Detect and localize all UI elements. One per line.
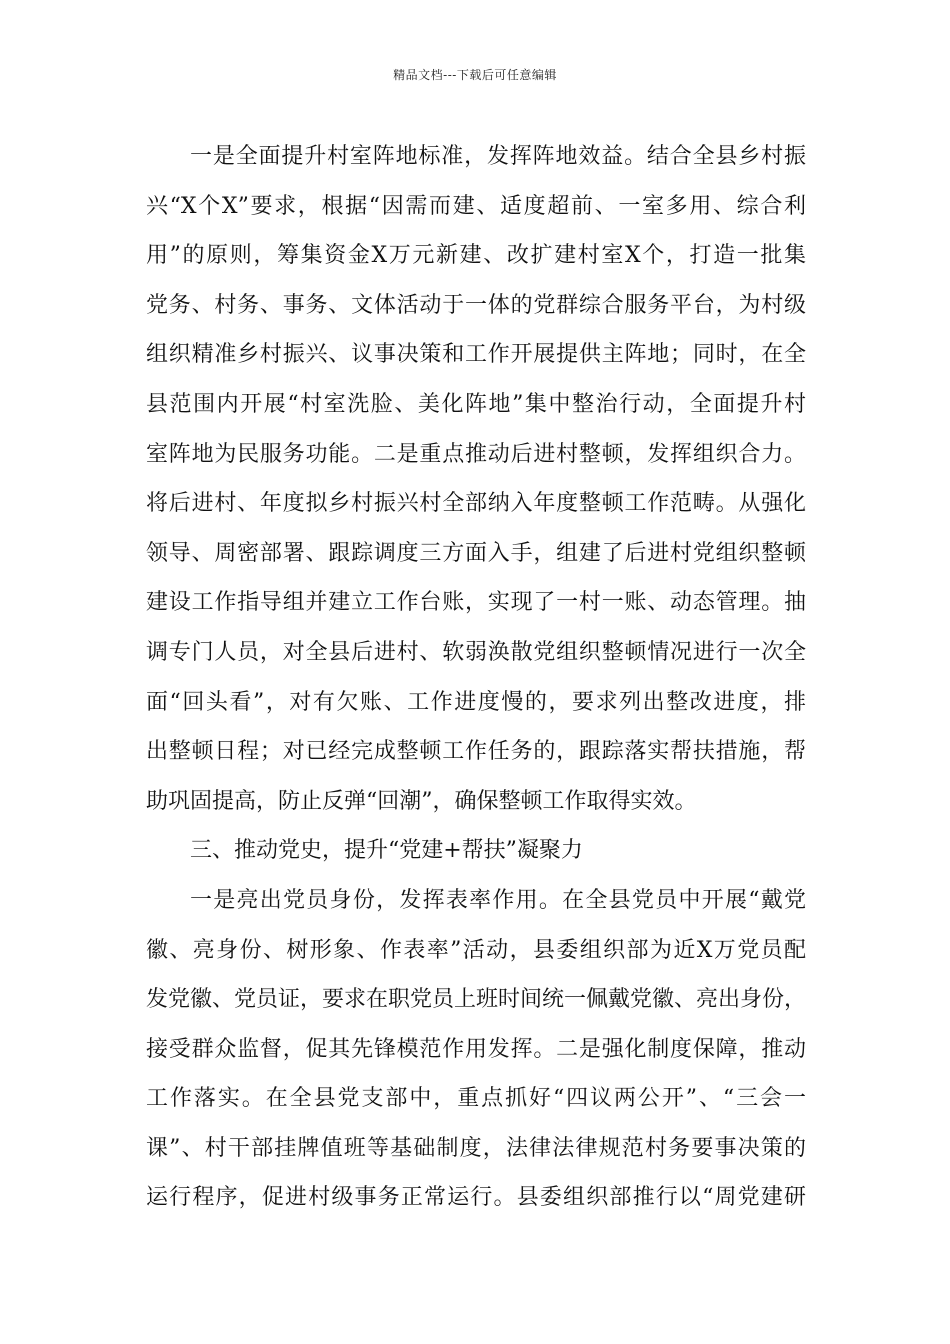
paragraph-line: 一是全面提升村室阵地标准，发挥阵地效益。结合全县乡村振 (190, 144, 806, 169)
paragraph-line: 室阵地为民服务功能。二是重点推动后进村整顿，发挥组织合力。 (146, 441, 806, 467)
paragraph-line: 用”的原则，筹集资金X万元新建、改扩建村室X个，打造一批集 (146, 243, 806, 269)
paragraph-line: 领导、周密部署、跟踪调度三方面入手，组建了后进村党组织整顿 (146, 540, 806, 566)
paragraph-line: 党务、村务、事务、文体活动于一体的党群综合服务平台，为村级 (146, 292, 806, 318)
paragraph-line: 县范围内开展“村室洗脸、美化阵地”集中整治行动，全面提升村 (146, 391, 806, 417)
document-body (146, 132, 806, 1223)
paragraph-line: 面“回头看”，对有欠账、工作进度慢的，要求列出整改进度，排 (146, 689, 806, 715)
page-header: 精品文档---下载后可任意编辑 (393, 68, 557, 82)
paragraph-line: 兴“X个X”要求，根据“因需而建、适度超前、一室多用、综合利 (146, 193, 806, 219)
paragraph-line: 组织精准乡村振兴、议事决策和工作开展提供主阵地；同时，在全 (146, 342, 806, 368)
paragraph-line: 发党徽、党员证，要求在职党员上班时间统一佩戴党徽、亮出身份， (146, 987, 807, 1013)
paragraph-line: 助巩固提高，防止反弹“回潮”，确保整顿工作取得实效。 (146, 788, 697, 814)
paragraph-line: 徽、亮身份、树形象、作表率”活动，县委组织部为近X万党员配 (146, 937, 806, 963)
paragraph-line: 工作落实。在全县党支部中，重点抓好“四议两公开”、“三会一 (146, 1086, 806, 1112)
paragraph-line: 将后进村、年度拟乡村振兴村全部纳入年度整顿工作范畴。从强化 (146, 491, 806, 517)
paragraph-line: 课”、村干部挂牌值班等基础制度，法律法律规范村务要事决策的 (146, 1135, 806, 1161)
paragraph-line: 建设工作指导组并建立工作台账，实现了一村一账、动态管理。抽 (146, 590, 806, 616)
paragraph-line: 调专门人员，对全县后进村、软弱涣散党组织整顿情况进行一次全 (146, 639, 806, 665)
paragraph-line: 一是亮出党员身份，发挥表率作用。在全县党员中开展“戴党 (190, 887, 806, 913)
paragraph-line: 运行程序，促进村级事务正常运行。县委组织部推行以“周党建研 (146, 1185, 806, 1211)
paragraph-line: 出整顿日程；对已经完成整顿工作任务的，跟踪落实帮扶措施，帮 (146, 739, 806, 765)
section-heading: 三、推动党史，提升“党建+帮扶”凝聚力 (190, 838, 583, 864)
paragraph-line: 接受群众监督，促其先锋模范作用发挥。二是强化制度保障，推动 (146, 1036, 806, 1062)
